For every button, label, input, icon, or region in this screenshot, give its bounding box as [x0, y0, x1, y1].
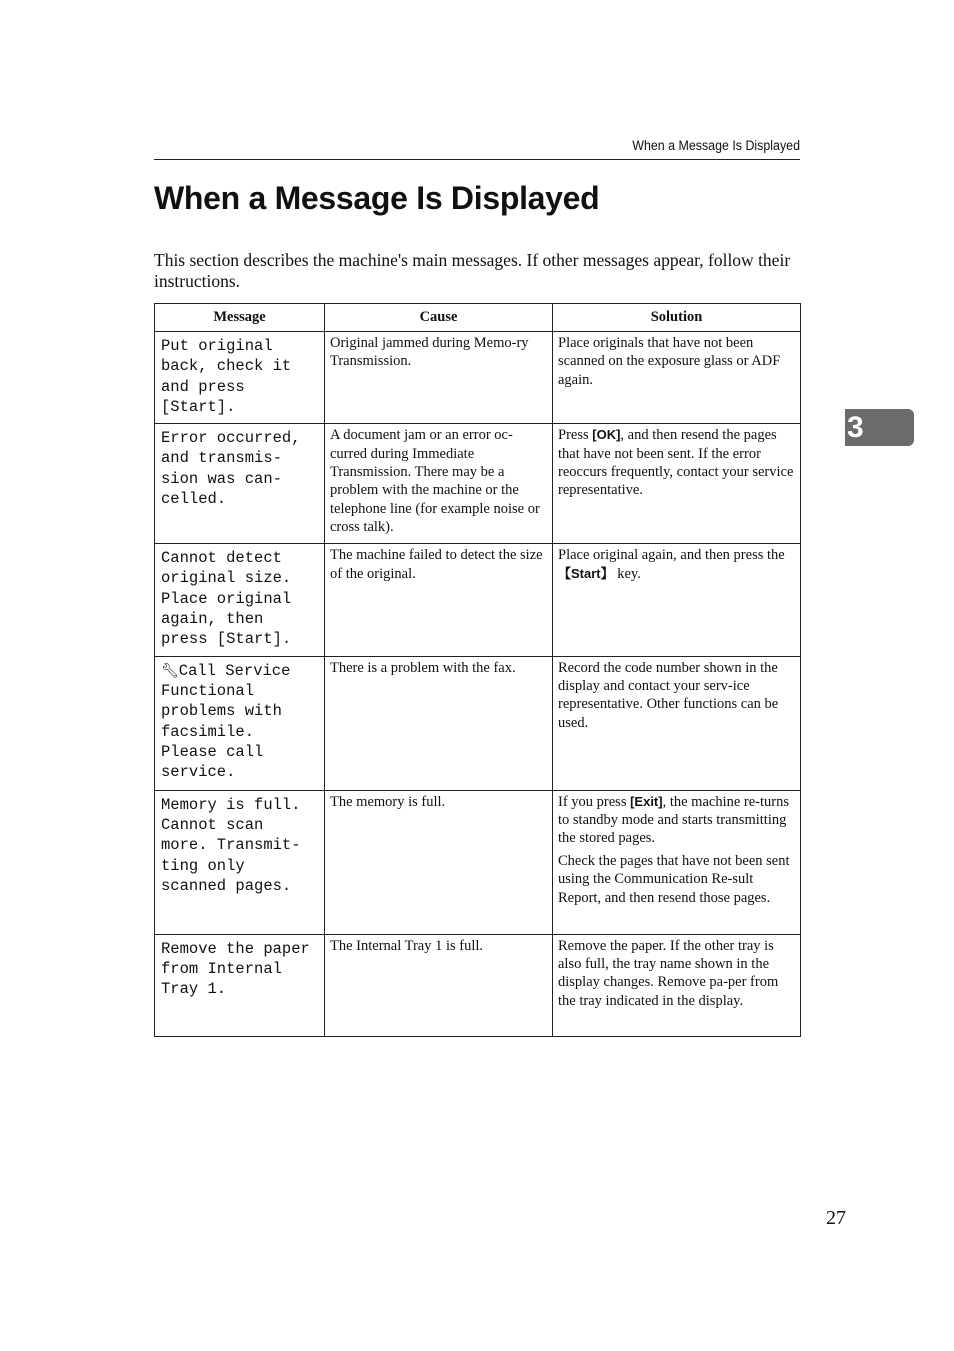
- chapter-number: 3: [847, 411, 864, 444]
- message-cell: [155, 656, 325, 790]
- running-header: When a Message Is Displayed: [632, 138, 800, 153]
- message-cell: Error occurred, and transmis- sion was can- celled.: [155, 424, 325, 544]
- chapter-tab: [845, 409, 914, 446]
- cause-cell: The Internal Tray 1 is full.: [325, 934, 553, 1036]
- cause-cell: The machine failed to detect the size of the original.: [325, 544, 553, 656]
- cause-cell: There is a problem with the fax.: [325, 656, 553, 790]
- page-title: When a Message Is Displayed: [154, 180, 600, 216]
- message-heading: Call Service: [178, 661, 291, 680]
- solution-text: , and then resend the pages that have not been sent. If the error reoccurs frequently, contact your service representative.: [558, 427, 794, 499]
- solution-cell: Record the code number shown in the display and contact your serv-ice representative. Other functions can be used.: [553, 656, 801, 790]
- table-row: [155, 332, 801, 424]
- message-cell: Put original back, check it and press [Start].: [155, 332, 325, 424]
- header-message: Message: [155, 304, 325, 332]
- exit-key-label: [Exit]: [630, 793, 663, 809]
- ok-key-label: [OK]: [592, 427, 621, 443]
- solution-cell: [553, 544, 801, 656]
- cause-cell: The memory is full.: [325, 790, 553, 934]
- table-row: [155, 544, 801, 656]
- header-rule: [154, 159, 800, 160]
- header-solution: Solution: [553, 304, 801, 332]
- message-cell: Cannot detect original size. Place original again, then press [Start].: [155, 544, 325, 656]
- solution-text: Press: [558, 427, 593, 444]
- solution-text: , the machine re-turns to standby mode and starts transmitting the stored pages.: [558, 793, 790, 847]
- table-row: [155, 934, 801, 1036]
- intro-paragraph: This section describes the machine's main messages. If other messages appear, follow their instructions.: [154, 250, 791, 291]
- page-number: 27: [826, 1207, 846, 1229]
- table-row: [155, 790, 801, 934]
- message-text: Functional problems with facsimile. Please call service.: [161, 681, 282, 782]
- solution-cell: Remove the paper. If the other tray is also full, the tray name shown in the display changes. Remove pa-per from the tray indicated in the display.: [553, 934, 801, 1036]
- table-row: [155, 656, 801, 790]
- cause-cell: Original jammed during Memo-ry Transmission.: [325, 332, 553, 424]
- table-header-row: [155, 304, 801, 332]
- solution-text: key.: [613, 565, 641, 582]
- start-key-label: 【Start】: [558, 565, 614, 581]
- wrench-icon: 🔧︎: [161, 662, 179, 679]
- message-cell: Remove the paper from Internal Tray 1.: [155, 934, 325, 1036]
- cause-cell: A document jam or an error oc-curred during Immediate Transmission. There may be a problem with the machine or the telephone line (for example noise or cross talk).: [325, 424, 553, 544]
- solution-cell: [553, 424, 801, 544]
- message-cell: Memory is full. Cannot scan more. Transmit- ting only scanned pages.: [155, 790, 325, 934]
- solution-paragraph: Check the pages that have not been sent using the Communication Re-sult Report, and then resend those pages.: [558, 852, 790, 906]
- solution-text: Place original again, and then press the: [558, 547, 785, 564]
- message-table: [154, 303, 801, 1037]
- solution-cell: [553, 790, 801, 934]
- solution-text: If you press: [558, 793, 631, 810]
- header-cause: Cause: [325, 304, 553, 332]
- solution-paragraph: [558, 793, 795, 848]
- table-row: [155, 424, 801, 544]
- solution-cell: Place originals that have not been scanned on the exposure glass or ADF again.: [553, 332, 801, 424]
